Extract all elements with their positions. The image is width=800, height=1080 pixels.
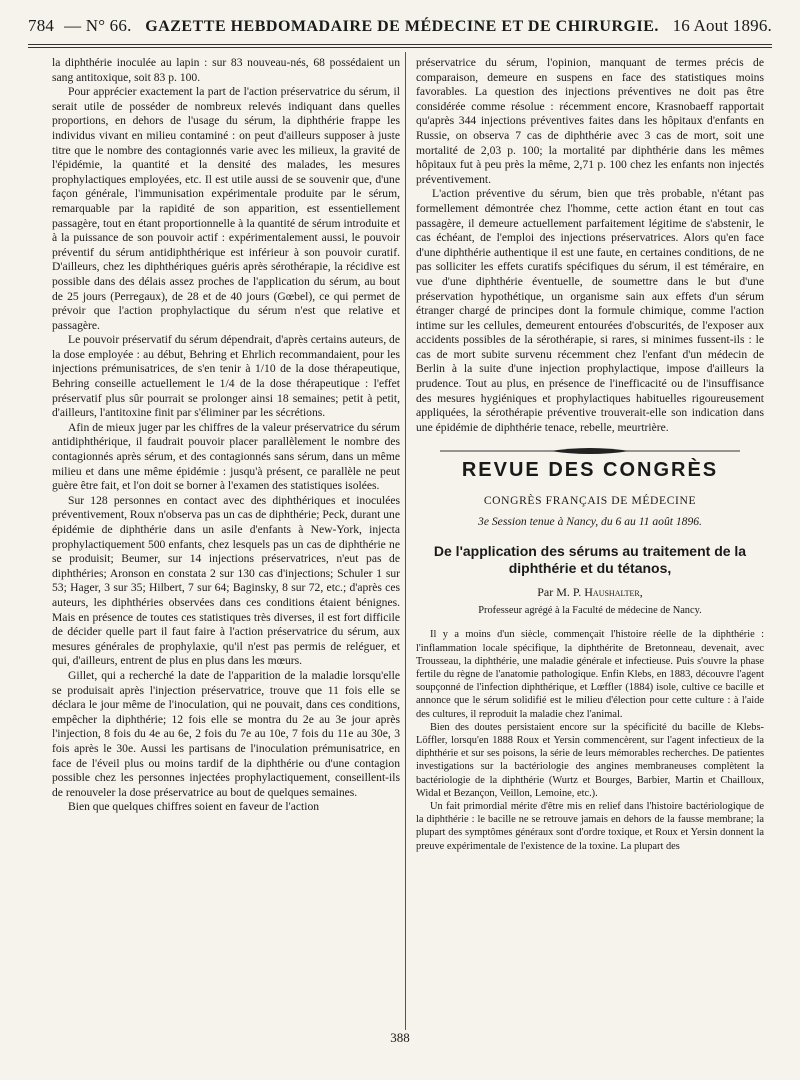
article-paragraph: Il y a moins d'un siècle, commençait l'histoire réelle de la diphthérie : l'inflammation locale spécifique, la diphthérite de Bretonneau, devenait, avec Trousseau, la diphthérie, une maladie générale et infectieuse. Puis s'ouvre la phase fertile du règne de l'anatomie pathologique. Enfin Klebs, en 1883, découvre l'agent soupçonné de l'infection diphthérique, et Lœffler (1884) isole, cultive ce bacille et annonce que le sérum solidifié est le milieu d'élection pour cette culture : à l'aide des cultures, il reproduit la maladie chez l'animal. [416,629,764,720]
right-paragraph: préservatrice du sérum, l'opinion, manquant de termes précis de comparaison, demeure en suspens en face des statistiques moins favorables. La question des injections préventives ne doit pas être considérée comme résolue : récemment encore, Krasnobaeff rapportait qu'après 344 injections préventives faites dans les hôpitaux d'enfants en Russie, on observa 7 cas de diphthérie avec 3 cas de mort, soit une mortalité de 2,03 p. 100; la mortalité par diphthérie dans les mêmes hôpitaux fut à peu près la même, 2,71 p. 100 chez les enfants non injectés préventivement. [416,56,764,186]
article-body [416,628,764,852]
author-affiliation: Professeur agrégé à la Faculté de médecine de Nancy. [478,604,702,616]
folio-number: 388 [390,1030,410,1045]
byline-prefix: Par M. P. [537,585,582,600]
running-header [28,16,772,46]
article-title: De l'application des sérums au traitement de la diphthérie et du tétanos, [433,543,747,577]
left-paragraph: Gillet, qui a recherché la date de l'apparition de la maladie lorsqu'elle se produisait après l'injection préservatrice, trouve que 11 fois elle se déclara le jour même de l'inoculation, qui ne pouvait, dans ces conditions, empêcher la diphthérie; 12 fois elle se montra du 2e au 3e jour après l'injection, 8 fois du 4e au 6e, 2 fois du 7e au 10e, 7 fois du 11e au 30e, 3 fois après le 30e. Aussi les partisans de l'inoculation prémunisatrice, en face de l'éveil plus ou moins tardif de la diphthérie ou d'une contagion possible chez les personnes injectées prophylactiquement, conseillent-ils de renouveler la dose préservatrice au bout de quelques semaines. [52,668,400,799]
byline-author: Haushalter, [584,585,643,600]
issue-date: 16 Aout 1896. [672,16,772,35]
left-paragraph: Pour apprécier exactement la part de l'action préservatrice du sérum, il serait utile de posséder de nombreux relevés indiquant dans quelles proportions, en dehors de l'usage du sérum, la diphthérie frappe les individus vivant en milieu contaminé : on peut d'ailleurs supposer à juste titre que le nombre des contagionnés varie avec les milieux, la gravité de l'épidémie, la quantité et la densité des malades, les mesures prophylactiques employées, etc. Il est utile aussi de se souvenir que, d'une façon générale, l'immunisation expérimentale produite par le sérum, remarquable par la rapidité de son apparition, est essentiellement passagère, tout en étant proportionnelle à la quantité de sérum introduite et à la puissance de son pouvoir actif : expérimentalement aussi, le pouvoir préventif du sérum antidiphthérique est inférieur à son pouvoir curatif. D'ailleurs, chez les diphthériques guéris après sérothérapie, la récidive est possible dans des délais assez proches de l'application du sérum, au bout de 25 jours (Perregaux), de 28 et de 40 jours (Gœbel), ce qui permet de prévoir que l'action prophylactique du sérum n'est que relative et passagère. [52,85,400,332]
header-rule [28,44,772,48]
section-rubric: REVUE DES CONGRÈS [461,459,719,482]
session-line: 3e Session tenue à Nancy, du 6 au 11 août 1896. [478,514,702,528]
left-paragraph: Le pouvoir préservatif du sérum dépendrait, d'après certains auteurs, de la dose employée : au début, Behring et Ehrlich recommandaient, pour les injections prémunisatrices, de s'en tenir à 1/10 de la dose thérapeutique, Behring conseille actuellement le 1/4 de la dose thérapeutique : l'effet préservatif plus sûr pourrait se prolonger ainsi 18 semaines; petit à petit, d'ailleurs, l'antitoxine finit par s'éliminer par les sécrétions. [52,333,400,420]
right-paragraph: L'action préventive du sérum, bien que très probable, n'étant pas formellement démontrée chez l'homme, cette action étant en tout cas passagère, il demeure actuellement parfaitement légitime de s'abstenir, le cas échéant, de l'emploi des injections préservatrices. Alors qu'en face d'une diphthérie authentique il est une faute, en certaines conditions, de ne pas solliciter les effets curatifs spécifiques du sérum, il est téméraire, en vue d'une diphthérie éventuelle, de soumettre dans le but d'une préservation hypothétique, un organisme sain aux effets d'un sérum étranger chargé de principes dont la formule chimique, comme l'action intime sur les cellules, demeurent entourées d'obscurités, de l'exposer aux accidents possibles de la sérothérapie, si rares, si minimes fussent-ils : le cas de mort subite survenu récemment chez l'enfant d'un médecin de Berlin à la suite d'une injection prophylactique, impose d'ailleurs la prudence. Tout au plus, en présence de l'inefficacité ou de l'insuffisance des mesures hygiéniques et prophylactiques habituelles rigoureusement appliquées, la sérothérapie préventive trouverait-elle son indication dans une épidémie de diphthérie tenace, rebelle, meurtrière. [416,187,764,434]
article-paragraph: Bien des doutes persistaient encore sur la spécificité du bacille de Klebs-Löffler, lorsqu'en 1888 Roux et Yersin commencèrent, sur l'agent infectieux de la diphthérie et sur ses poisons, la série de leurs mémorables recherches. De patientes investigations sur la bactériologie des angines membraneuses complètent la bactériologie de la diphthérie (Wurtz et Bourges, Barbier, Martin et Chailloux, Widal et Bezançon, Veillon, Lemoine, etc.). [416,721,764,799]
left-paragraph: la diphthérie inoculée au lapin : sur 83 nouveau-nés, 68 possédaient un sang antitoxique, soit 83 p. 100. [52,56,400,84]
byline [416,585,764,600]
article-paragraph: Un fait primordial mérite d'être mis en relief dans l'histoire bactériologique de la diphthérie : le bacille ne se retrouve jamais en dehors de la fausse membrane; la plupart des symptômes généraux sont d'ordre toxique, et Roux et Yersin donnent la preuve expérimentale de l'existence de la toxine. La plupart des [416,801,764,852]
header-left [28,16,132,36]
journal-title: GAZETTE HEBDOMADAIRE DE MÉDECINE ET DE CHIRURGIE. [145,18,659,35]
column-divider [405,52,406,1030]
left-paragraph: Bien que quelques chiffres soient en faveur de l'action [68,800,320,814]
left-column [52,56,400,815]
ornamental-divider [422,445,758,457]
right-column [416,56,764,853]
left-paragraph: Afin de mieux juger par les chiffres de la valeur préservatrice du sérum antidiphthérique, il faudrait pouvoir placer parallèlement le nombre des contagionnés après sérum, et des contagionnés sans sérum, dans un même milieu et dans une même épidémie : jusqu'à présent, ce parallèle ne peut guère être fait, et l'on doit se borner à l'examen des statistiques isolées. [52,420,400,493]
ornament-icon [440,445,740,457]
congress-name: CONGRÈS FRANÇAIS DE MÉDECINE [483,494,697,508]
issue-number: — N° 66. [64,16,132,35]
page-number: 784 [28,16,55,35]
left-paragraph: Sur 128 personnes en contact avec des diphthériques et inoculées préventivement, Roux n'observa pas un cas de diphthérie; Peck, durant une épidémie de diphthérie dans un asile d'enfants à New-York, injecta prophylactiquement 500 enfants, chez lesquels pas un cas de diphthérie ne se produisit; Beumer, sur 14 injections préservatrices, n'eut pas de diphthéries; Aronson en constata 2 sur 130 cas d'injections; Schuler 1 sur 53; Hager, 3 sur 35; Hilbert, 7 sur 64; Baginsky, 8 sur 72, etc.; d'après ces auteurs, les diphthéries observées dans ces conditions étaient bénignes. Mais en présence de toutes ces statistiques très diverses, il est fort difficile de décider quelle part il faut faire à l'action préservatrice du sérum, aux mesures générales de prophylaxie, qu'il n'est pas permis de reléguer, et qui, d'ailleurs, entrent de plus en plus dans les mœurs. [52,493,400,668]
